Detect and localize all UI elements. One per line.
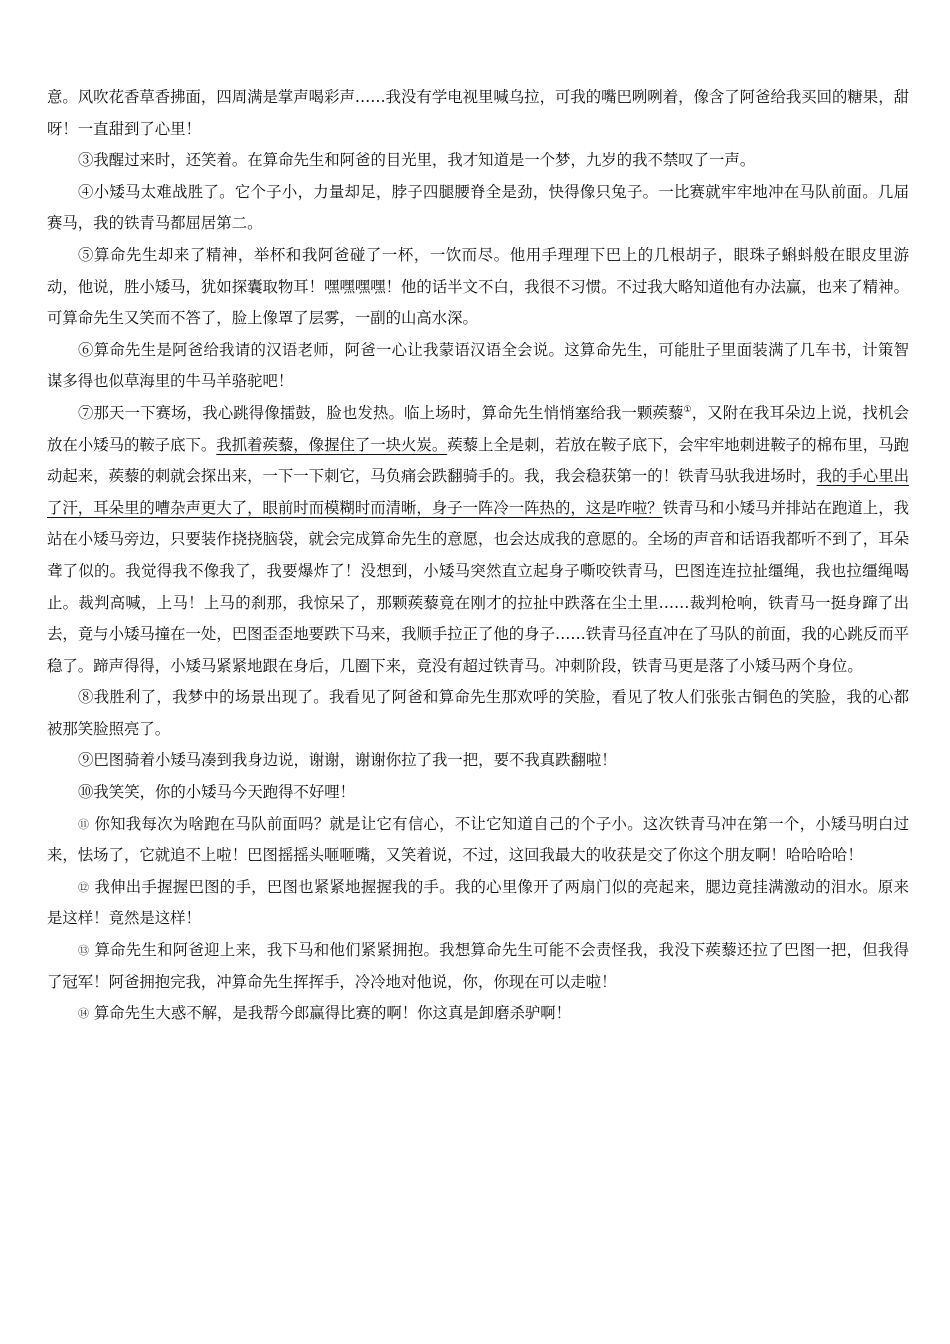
paragraph-5	[47, 240, 909, 335]
paragraph-text: 算命先生大惑不解，是我帮今郎赢得比赛的啊！你这真是卸磨杀驴啊！	[93, 1004, 572, 1023]
paragraph-text: 铁青马和小矮马并排站在跑道上，我站在小矮马旁边，只要装作挠挠脑袋，就会完成算命先生的意愿，也会达成我的意愿的。全场的声音和话语我都听不到了，耳朵聋了似的。我觉得我不像我了，我要爆炸了！没想到，小矮马突然直立起身子嘶咬铁青马，巴图连连拉扯缰绳，我也拉缰绳喝止。裁判高喊，上马！上马的刹那，我惊呆了，那颗蒺藜竟在刚才的拉扯中跌落在尘土里……裁判枪响，铁青马一挺身蹿了出去，竟与小矮马撞在一处，巴图歪歪地要跌下马来，我顺手拉正了他的身子……铁青马径直冲在了马队的前面，我的心跳反而平稳了。蹄声得得，小矮马紧紧地跟在身后，几圈下来，竟没有超过铁青马。冲刺阶段，铁青马更是落了小矮马两个身位。	[47, 498, 909, 675]
paragraph-14	[47, 998, 909, 1030]
paragraph-number: ⑩	[78, 783, 94, 802]
paragraph-13	[47, 935, 909, 998]
paragraph-9	[47, 745, 909, 777]
paragraph-number: ⑬	[78, 944, 90, 958]
underlined-sentence-1: 我抓着蒺藜，像握住了一块火炭。	[216, 435, 448, 454]
paragraph-text: 我伸出手握握巴图的手，巴图也紧紧地握握我的手。我的心里像开了两扇门似的亮起来，腮边竟挂满激动的泪水。原来是这样！竟然是这样！	[47, 877, 909, 928]
paragraph-8	[47, 682, 909, 745]
paragraph-text: 那天一下赛场，我心跳得像擂鼓，脸也发热。临上场时，算命先生悄悄塞给我一颗蒺藜	[93, 403, 684, 422]
paragraph-number: ⑤	[78, 245, 94, 264]
paragraph-text: 意。风吹花香草香拂面，四周满是掌声喝彩声……我没有学电视里喊乌拉，可我的嘴巴咧咧着，像含了阿爸给我买回的糖果，甜呀！一直甜到了心里！	[47, 88, 909, 138]
paragraph-number: ⑭	[78, 1007, 89, 1021]
paragraph-number: ⑫	[78, 880, 90, 894]
paragraph-number: ④	[78, 182, 94, 201]
paragraph-number: ⑪	[78, 817, 90, 831]
paragraph-text: ，又附在我耳朵边上说，找机会放在小矮马的鞍子底下。	[47, 403, 909, 454]
paragraph-text: 算命先生是阿爸给我请的汉语老师，阿爸一心让我蒙语汉语全会说。这算命先生，可能肚子里面装满了几车书，计策智谋多得也似草海里的牛马羊骆驼吧！	[47, 340, 909, 391]
article-body	[47, 82, 909, 1030]
paragraph-number: ⑧	[78, 688, 94, 707]
paragraph-text: 我胜利了，我梦中的场景出现了。我看见了阿爸和算命先生那欢呼的笑脸，看见了牧人们张张古铜色的笑脸，我的心都被那笑脸照亮了。	[47, 688, 909, 738]
paragraph-3	[47, 145, 909, 177]
underlined-sentence-2: 我的手心里出了汗，耳朵里的嘈杂声更大了，眼前时而模糊时而清晰，身子一阵冷一阵热的，这是咋啦？	[47, 467, 909, 517]
paragraph-12	[47, 872, 909, 935]
paragraph-text: 我笑笑，你的小矮马今天跑得不好哩！	[93, 783, 356, 802]
paragraph-continuation	[47, 82, 909, 145]
paragraph-number: ⑥	[78, 340, 94, 359]
paragraph-text: 小矮马太难战胜了。它个子小，力量却足，脖子四腿腰脊全是劲，快得像只兔子。一比赛就牢牢地冲在马队前面。几届赛马，我的铁青马都屈居第二。	[47, 182, 909, 233]
paragraph-text: 我醒过来时，还笑着。在算命先生和阿爸的目光里，我才知道是一个梦，九岁的我不禁叹了一声。	[93, 151, 756, 170]
paragraph-6	[47, 335, 909, 398]
paragraph-number: ⑦	[78, 403, 94, 422]
paragraph-text: 算命先生却来了精神，举杯和我阿爸碰了一杯，一饮而尽。他用手理理下巴上的几根胡子，眼珠子蝌蚪般在眼皮里游动，他说，胜小矮马，犹如探囊取物耳！嘿嘿嘿嘿！他的话半文不白，我很不习惯。不过我大略知道他有办法赢，也来了精神。可算命先生又笑而不答了，脸上像罩了层雾，一副的山高水深。	[47, 245, 909, 328]
paragraph-7	[47, 398, 909, 682]
paragraph-text: 巴图骑着小矮马凑到我身边说，谢谢，谢谢你拉了我一把，要不我真跌翻啦！	[93, 751, 617, 770]
paragraph-number: ③	[78, 151, 94, 170]
paragraph-text: 算命先生和阿爸迎上来，我下马和他们紧紧拥抱。我想算命先生可能不会责怪我，我没下蒺藜还拉了巴图一把，但我得了冠军！阿爸拥抱完我，冲算命先生挥挥手，冷冷地对他说，你，你现在可以走啦！	[47, 941, 909, 991]
paragraph-10	[47, 777, 909, 809]
paragraph-number: ⑨	[78, 751, 94, 770]
paragraph-text: 你知我每次为啥跑在马队前面吗？就是让它有信心，不让它知道自己的个子小。这次铁青马冲在第一个，小矮马明白过来，怯场了，它就追不上啦！巴图摇摇头咂咂嘴，又笑着说，不过，这回我最大的收获是交了你这个朋友啊！哈哈哈哈！	[47, 814, 909, 865]
paragraph-text: 蒺藜上全是刺，若放在鞍子底下，会牢牢地刺进鞍子的棉布里，马跑动起来，蒺藜的刺就会探出来，一下一下刺它，马负痛会跌翻骑手的。我，我会稳获第一的！铁青马驮我进场时，	[47, 435, 909, 486]
paragraph-4	[47, 177, 909, 240]
paragraph-11	[47, 809, 909, 872]
footnote-marker: ①	[683, 404, 692, 415]
